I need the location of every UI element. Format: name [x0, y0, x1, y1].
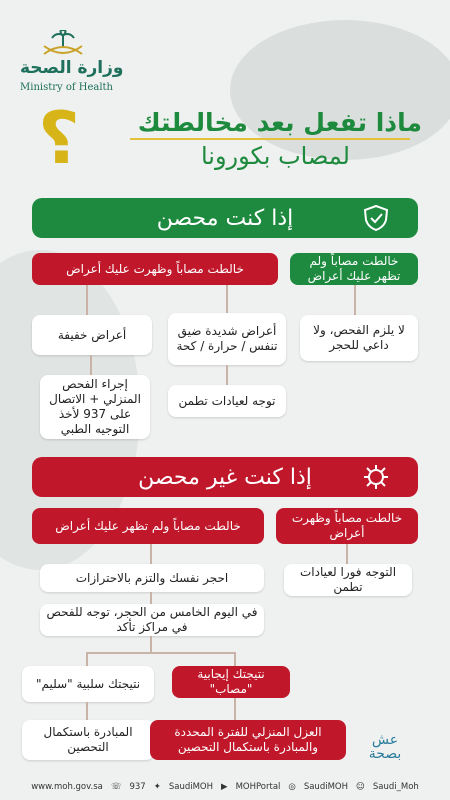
quarantine-box: احجر نفسك والتزم بالاحترازات [40, 564, 264, 592]
connector [234, 652, 236, 666]
logo-english: Ministry of Health [20, 82, 113, 93]
mild-symptoms-box: أعراض خفيفة [32, 315, 152, 355]
footer-snapchat: Saudi_Moh [372, 782, 419, 792]
connector [226, 285, 228, 315]
footer-phone: 937 [129, 782, 146, 792]
negative-result-box: نتيجتك سلبية "سليم" [22, 666, 154, 702]
virus-icon [362, 463, 390, 491]
home-test-box: إجراء الفحص المنزلي + الاتصال على 937 لأخذ التوجيه الطبي [40, 375, 150, 439]
connector [226, 365, 228, 385]
palm-swords-icon [38, 30, 88, 58]
shield-check-icon [362, 204, 390, 232]
phone-icon: ☏ [110, 782, 122, 792]
moh-logo [20, 30, 140, 100]
twitter-icon: ✦ [153, 782, 161, 792]
vaccinated-no-symptoms-header: خالطت مصاباً ولم تظهر عليك أعراض [290, 253, 418, 285]
negative-action-box: المبادرة باستكمال التحصين [22, 720, 154, 760]
footer-instagram: SaudiMOH [303, 782, 348, 792]
page-subtitle: لمصاب بكورونا [200, 142, 350, 170]
connector [90, 355, 92, 375]
positive-action-box: العزل المنزلي للفترة المحددة والمبادرة باستكمال التحصين [150, 720, 346, 760]
instagram-icon: ◎ [288, 782, 296, 792]
vaccinated-banner-text: إذا كنت محصن [156, 205, 294, 231]
connector [86, 652, 236, 654]
connector [86, 702, 88, 720]
day-five-test-box: في اليوم الخامس من الحجر، توجه للفحص في مراكز تأكد [40, 604, 264, 636]
logo-arabic: وزارة الصحة [20, 58, 124, 78]
vaccinated-symptoms-header: خالطت مصاباً وظهرت عليك أعراض [32, 253, 278, 285]
snapchat-icon: ☺ [356, 782, 365, 792]
connector [150, 636, 152, 652]
unvaccinated-banner [32, 457, 418, 497]
connector [234, 698, 236, 720]
connector [150, 592, 152, 604]
unvaccinated-no-symptoms-header: خالطت مصاباً ولم تظهر عليك أعراض [32, 508, 264, 544]
question-mark-icon: ؟ [38, 96, 80, 180]
footer-youtube: MOHPortal [235, 782, 281, 792]
connector [86, 652, 88, 666]
positive-result-box: نتيجتك إيجابية "مصاب" [172, 666, 290, 698]
unvaccinated-symptoms-header: خالطت مصاباً وظهرت أعراض [276, 508, 418, 544]
connector [354, 285, 356, 315]
unvaccinated-banner-text: إذا كنت غير محصن [138, 464, 312, 490]
footer-website: www.moh.gov.sa [31, 782, 103, 792]
no-test-needed-box: لا يلزم الفحص، ولا داعي للحجر [300, 315, 418, 361]
title-divider [130, 138, 410, 140]
page-title: ماذا تفعل بعد مخالطتك [137, 108, 422, 137]
footer-twitter: SaudiMOH [168, 782, 214, 792]
connector [150, 544, 152, 564]
live-healthy-stamp: عش بصحة [368, 732, 402, 762]
severe-symptoms-box: أعراض شديدة ضيق تنفس / حرارة / كحة [168, 313, 286, 365]
connector [346, 544, 348, 564]
go-to-clinic-box: توجه لعيادات تطمن [168, 385, 286, 417]
connector [86, 285, 88, 315]
go-to-clinic-now-box: التوجه فورا لعيادات تطمن [284, 564, 412, 596]
youtube-icon: ▶ [221, 782, 228, 792]
footer [0, 774, 450, 800]
vaccinated-banner [32, 198, 418, 238]
